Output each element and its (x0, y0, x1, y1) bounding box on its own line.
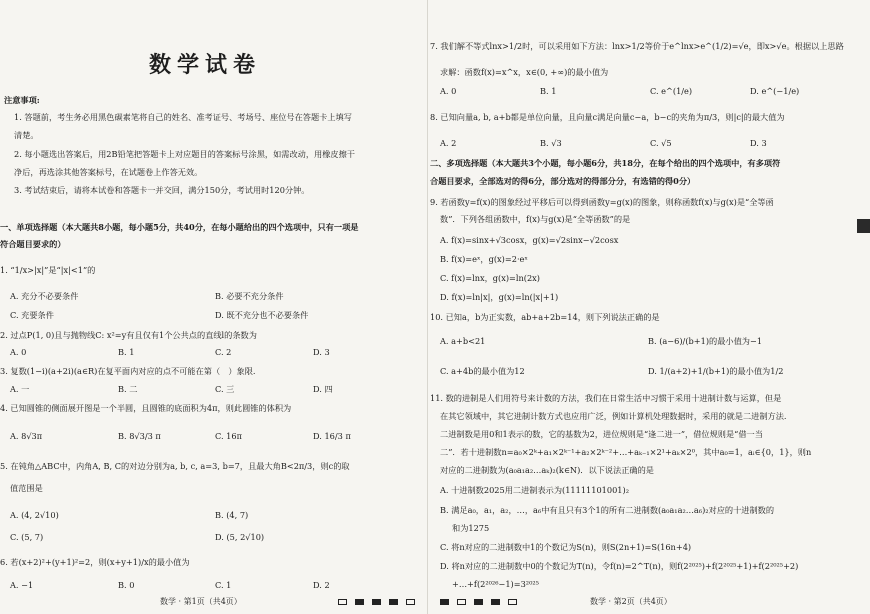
q8-option-a: A. 2 (440, 138, 457, 148)
q2-option-c: C. 2 (215, 347, 232, 357)
q2-option-a: A. 0 (10, 347, 27, 357)
page-fold-line (427, 0, 428, 614)
page-footer: 数学 · 第2页（共4页） (590, 597, 672, 606)
q10-option-c: C. a+4b的最小值为12 (440, 366, 525, 376)
q11-line: 11. 数的进制是人们用符号来计数的方法，我们在日常生活中习惯于采用十进制计数与运算，但是 (430, 393, 782, 403)
q5-option-b: B. (4, 7) (215, 510, 249, 520)
q8-stem: 8. 已知向量a, b, a+b都是单位向量，且向量c满足向量c−a，b−c的夹角为π/3，则|c|的最大值为 (430, 112, 785, 122)
section2-heading: 二、多项选择题（本大题共3个小题，每小题6分，共18分，在每个给出的四个选项中，有多项符 (430, 158, 781, 168)
q2-option-b: B. 1 (118, 347, 135, 357)
q11-option-b: B. 满足a₀，a₁，a₂，…，a₆中有且只有3个1的所有二进制数(a₀a₁a₂…a₆)₂对应的十进制数的 (440, 505, 775, 515)
q2-stem: 2. 过点P(1, 0)且与抛物线C: x²=y有且仅有1个公共点的直线l的条数为 (0, 330, 257, 340)
q11-option-d-cont: +…+f(2²⁰²⁶−1)=3²⁰²⁵ (452, 579, 539, 589)
q8-option-d: D. 3 (750, 138, 767, 148)
q10-option-b: B. (a−6)/(b+1)的最小值为−1 (648, 336, 763, 346)
section1-heading-cont: 符合题目要求的） (0, 239, 66, 249)
q7-option-d: D. e^(−1/e) (750, 86, 800, 96)
q11-line: 二进制数是用0和1表示的数，它的基数为2，进位规则是“逢二进一”，借位规则是“借一当 (440, 429, 763, 439)
notice-line: 1. 答题前，考生务必用黑色碳素笔将自己的姓名、准考证号、考场号、座位号在答题卡上填写 (14, 112, 352, 122)
scan-mark (389, 599, 398, 605)
q4-option-b: B. 8√3/3 π (118, 431, 161, 441)
q11-line: 对应的二进制数为(a₀a₁a₂…aₖ)₂(k∈N)．以下说法正确的是 (440, 465, 654, 475)
section1-heading: 一、单项选择题（本大题共8小题，每小题5分，共40分，在每小题给出的四个选项中，只有一项是 (0, 222, 359, 232)
q1-option-b: B. 必要不充分条件 (215, 291, 284, 301)
notice-heading: 注意事项: (4, 95, 40, 105)
exam-title: 数学试卷 (148, 52, 261, 78)
scan-mark (338, 599, 347, 605)
q3-option-a: A. 一 (10, 384, 30, 394)
q11-option-d: D. 将n对应的二进制数中0的个数记为T(n)，令f(n)=2^T(n)，则f(2²⁰²⁵)+f(2²⁰²⁵+1)+f(2²⁰²⁵+2) (440, 561, 799, 571)
q10-option-a: A. a+b<21 (440, 336, 486, 346)
q7-option-a: A. 0 (440, 86, 457, 96)
left-page (0, 0, 425, 614)
q8-option-b: B. √3 (540, 138, 562, 148)
right-page (430, 0, 855, 614)
q5-option-c: C. (5, 7) (10, 532, 44, 542)
q6-stem: 6. 若(x+2)²+(y+1)²=2，则(x+y+1)/x的最小值为 (0, 557, 190, 567)
q7-stem: 7. 我们解不等式lnx>1/2时，可以采用如下方法：lnx>1/2等价于e^lnx>e^(1/2)=√e，即x>√e。根据以上思路 (430, 41, 844, 51)
q1-stem: 1. “1/x>|x|”是“|x|<1”的 (0, 265, 96, 275)
q9-option-d: D. f(x)=ln|x|，g(x)=ln(|x|+1) (440, 292, 559, 302)
q5-stem: 5. 在钝角△ABC中，内角A, B, C的对边分别为a, b, c, a=3, b=7，且最大角B<2π/3，则c的取 (0, 461, 350, 471)
q2-option-d: D. 3 (313, 347, 330, 357)
q11-option-c: C. 将n对应的二进制数中1的个数记为S(n)，则S(2n+1)=S(16n+4) (440, 542, 692, 552)
scan-mark (406, 599, 415, 605)
q11-line: 二”．若十进制数n=a₀×2ᵏ+a₁×2ᵏ⁻¹+a₂×2ᵏ⁻²+…+aₖ₋₁×2¹+aₖ×2⁰，其中a₀=1，aᵢ∈{0，1}，则n (440, 447, 812, 457)
notice-line: 清楚。 (14, 130, 39, 140)
q4-option-c: C. 16π (215, 431, 242, 441)
q4-option-a: A. 8√3π (10, 431, 43, 441)
q8-option-c: C. √5 (650, 138, 672, 148)
q11-option-a: A. 十进制数2025用二进制表示为(11111101001)₂ (440, 485, 629, 495)
q1-option-a: A. 充分不必要条件 (10, 291, 79, 301)
q6-option-a: A. −1 (10, 580, 34, 590)
q4-option-d: D. 16/3 π (313, 431, 351, 441)
q3-option-b: B. 二 (118, 384, 138, 394)
notice-line: 净后，再选涂其他答案标号，在试题卷上作答无效。 (14, 167, 203, 177)
q9-stem-cont: 数”．下列各组函数中，f(x)与g(x)是“全等函数”的是 (440, 214, 631, 224)
scan-mark (355, 599, 364, 605)
q7-option-b: B. 1 (540, 86, 557, 96)
q9-option-b: B. f(x)=eˣ，g(x)=2·eˣ (440, 254, 528, 264)
q1-option-c: C. 充要条件 (10, 310, 54, 320)
q5-stem-cont: 值范围是 (10, 483, 43, 493)
q9-option-a: A. f(x)=sinx+√3cosx，g(x)=√2sinx−√2cosx (440, 235, 619, 245)
q1-option-d: D. 既不充分也不必要条件 (215, 310, 309, 320)
q9-stem: 9. 若函数y=f(x)的图象经过平移后可以得到函数y=g(x)的图象，则称函数f(x)与g(x)是“全等函 (430, 197, 774, 207)
q6-option-b: B. 0 (118, 580, 135, 590)
edge-marker (857, 219, 870, 233)
q10-option-d: D. 1/(a+2)+1/(b+1)的最小值为1/2 (648, 366, 784, 376)
q6-option-c: C. 1 (215, 580, 232, 590)
notice-line: 2. 每小题选出答案后，用2B铅笔把答题卡上对应题目的答案标号涂黑，如需改动，用橡皮擦干 (14, 149, 355, 159)
q3-option-c: C. 三 (215, 384, 235, 394)
q3-stem: 3. 复数(1−i)(a+2i)(a∈R)在复平面内对应的点不可能在第（ ）象限. (0, 366, 256, 376)
q6-option-d: D. 2 (313, 580, 330, 590)
scan-mark (372, 599, 381, 605)
q5-option-d: D. (5, 2√10) (215, 532, 265, 542)
section2-heading-cont: 合题目要求，全部选对的得6分，部分选对的得部分分，有选错的得0分） (430, 176, 696, 186)
q3-option-d: D. 四 (313, 384, 333, 394)
q7-option-c: C. e^(1/e) (650, 86, 693, 96)
q4-stem: 4. 已知圆锥的侧面展开图是一个半圆，且圆锥的底面积为4π，则此圆锥的体积为 (0, 403, 292, 413)
page-footer: 数学 · 第1页（共4页） (160, 597, 242, 606)
notice-line: 3. 考试结束后，请将本试卷和答题卡一并交回，满分150分，考试用时120分钟。 (14, 185, 310, 195)
q7-stem-cont: 求解：函数f(x)=x^x，x∈(0, +∞)的最小值为 (440, 67, 609, 77)
q5-option-a: A. (4, 2√10) (10, 510, 59, 520)
q10-stem: 10. 已知a，b为正实数，ab+a+2b=14，则下列说法正确的是 (430, 312, 660, 322)
q9-option-c: C. f(x)=lnx，g(x)=ln(2x) (440, 273, 540, 283)
q11-line: 在其它领域中，其它进制计数方式也应用广泛，例如计算机处理数据时，采用的就是二进制方法. (440, 411, 787, 421)
q11-option-b-cont: 和为1275 (452, 523, 490, 533)
